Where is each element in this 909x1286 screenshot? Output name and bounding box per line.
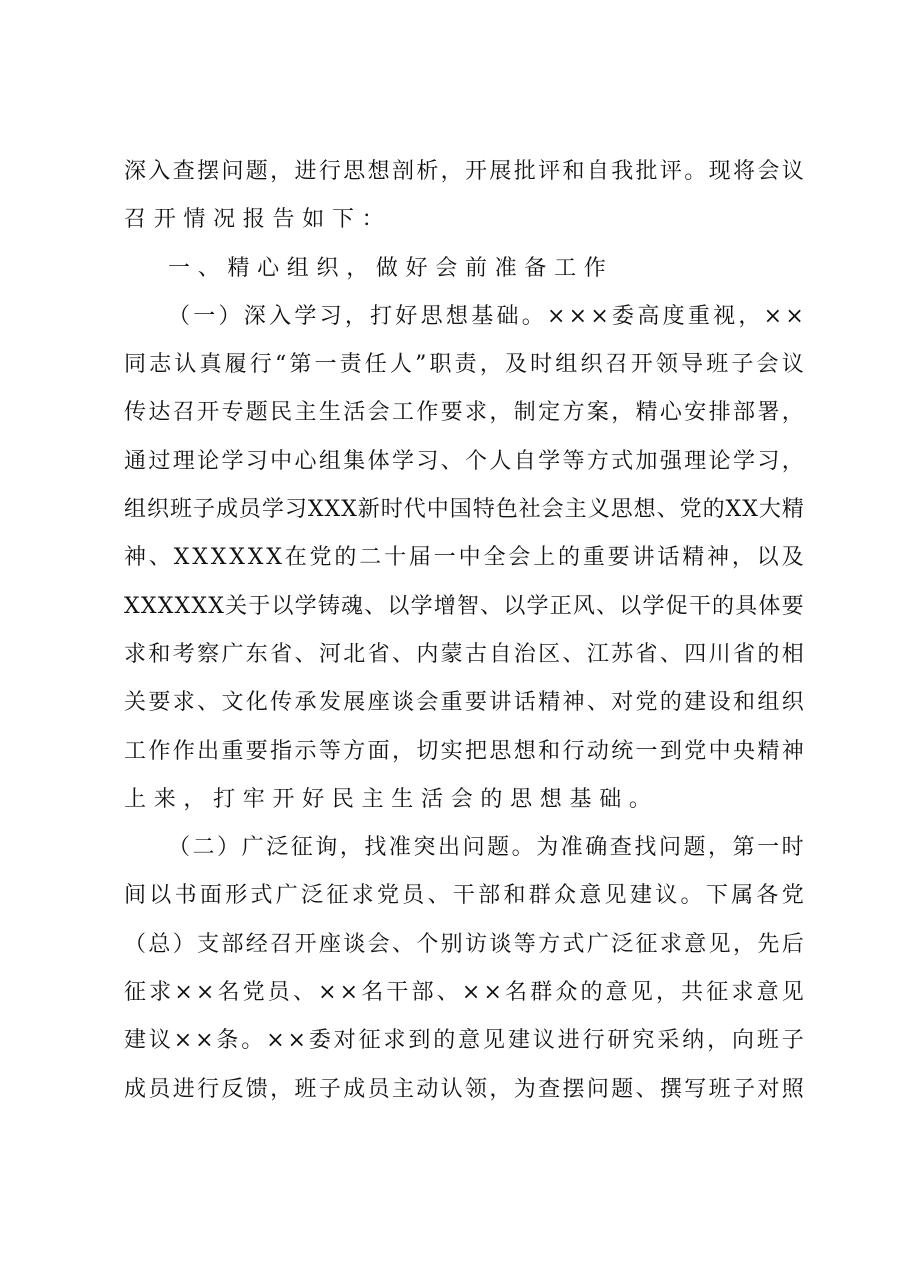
text-line: 组 织 班 子 成 员 学 习 X X X 新 时 代 中 国 特 色 社 会 主 义 思 想 、 党 的 X X 大 精 <box>124 497 804 523</box>
text-line: 关 要 求 、 文 化 传 承 发 展 座 谈 会 重 要 讲 话 精 神 、 对 党 的 建 设 和 组 织 <box>124 690 804 716</box>
text-line: 深 入 查 摆 问 题 ， 进 行 思 想 剖 析 ， 开 展 批 评 和 自 我 批 评 。 现 将 会 议 <box>124 159 804 184</box>
text-line: 神 、 X X X X X X 在 党 的 二 十 届 一 中 全 会 上 的 重 要 讲 话 精 神 ， 以 及 <box>124 545 804 571</box>
text-line: 成 员 进 行 反 馈 ， 班 子 成 员 主 动 认 领 ， 为 查 摆 问 题 、 撰 写 班 子 对 照 <box>124 1076 804 1102</box>
text-line: （ 总 ） 支 部 经 召 开 座 谈 会 、 个 别 访 谈 等 方 式 广 泛 征 求 意 见 ， 先 后 <box>124 931 804 957</box>
text-line: 通 过 理 论 学 习 中 心 组 集 体 学 习 、 个 人 自 学 等 方 式 加 强 理 论 学 习 ， <box>124 448 804 474</box>
text-line: 求 和 考 察 广 东 省 、 河 北 省 、 内 蒙 古 自 治 区 、 江 苏 省 、 四 川 省 的 相 <box>124 641 804 667</box>
text-line: 建 议 × × 条 。 × × 委 对 征 求 到 的 意 见 建 议 进 行 研 究 采 纳 ， 向 班 子 <box>124 1028 804 1054</box>
text-line: X X X X X X 关 于 以 学 铸 魂 、 以 学 增 智 、 以 学 正 风 、 以 学 促 干 的 具 体 要 <box>124 593 804 619</box>
body-text <box>124 148 804 1114</box>
text-line: 传 达 召 开 专 题 民 主 生 活 会 工 作 要 求 ， 制 定 方 案 ， 精 心 安 排 部 署 ， <box>124 400 804 426</box>
text-line: 间 以 书 面 形 式 广 泛 征 求 党 员 、 干 部 和 群 众 意 见 建 议 。 下 属 各 党 <box>124 883 804 909</box>
paragraph-first-line: （ 二 ） 广 泛 征 询 ， 找 准 突 出 问 题 。 为 准 确 查 找 问 题 ， 第 一 时 <box>168 835 804 861</box>
text-line: 工 作 作 出 重 要 指 示 等 方 面 ， 切 实 把 思 想 和 行 动 统 一 到 党 中 央 精 神 <box>124 738 804 764</box>
text-line: 征 求 × × 名 党 员 、 × × 名 干 部 、 × × 名 群 众 的 意 见 ， 共 征 求 意 见 <box>124 980 804 1006</box>
text-line: 上来，打牢开好民主生活会的思想基础。 <box>124 786 659 812</box>
paragraph-first-line: （ 一 ） 深 入 学 习 ， 打 好 思 想 基 础 。 × × × 委 高 度 重 视 ， × × <box>168 303 804 329</box>
text-line: 同 志 认 真 履 行 “ 第 一 责 任 人 ” 职 责 ， 及 时 组 织 召 开 领 导 班 子 会 议 <box>124 352 804 378</box>
text-line: 召开情况报告如下： <box>124 207 392 233</box>
section-heading: 一、精心组织，做好会前准备工作 <box>168 255 614 281</box>
